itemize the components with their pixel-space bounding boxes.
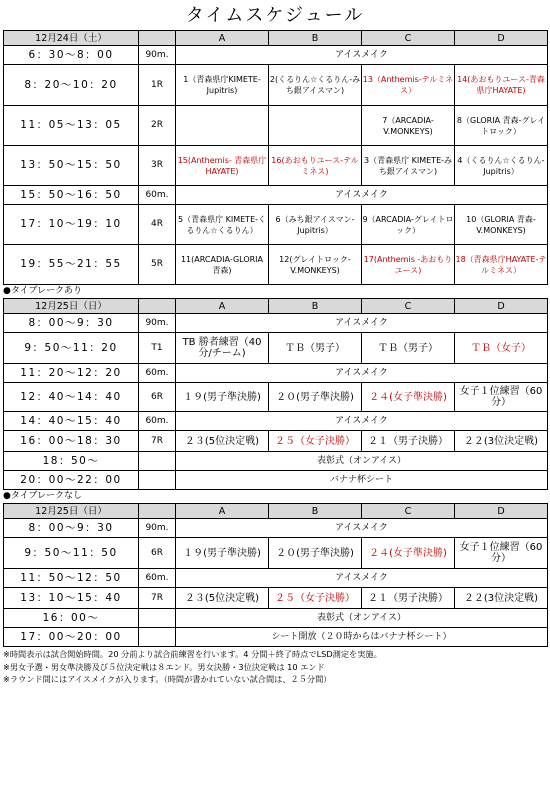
column-header-b: B — [269, 299, 362, 314]
event-cell: アイスメイク — [176, 314, 548, 333]
tiebreak-no-label: ●タイブレークなし — [3, 491, 83, 501]
round-cell: 6R — [139, 538, 176, 569]
match-cell-c: 13（Anthemis-テルミネス） — [362, 65, 455, 106]
schedule-row — [4, 519, 548, 538]
match-cell-b — [269, 106, 362, 146]
round-col-header — [139, 31, 176, 46]
time-cell: 15：50～16：50 — [4, 186, 139, 205]
match-cell-d: 女子１位練習（60 分） — [455, 383, 548, 412]
match-cell-c: 7（ARCADIA-V.MONKEYS) — [362, 106, 455, 146]
round-cell: 5R — [139, 245, 176, 285]
round-cell: 2R — [139, 106, 176, 146]
match-cell-b: ２０(男子準決勝) — [269, 538, 362, 569]
day-header: 12月25日（日） — [4, 504, 139, 519]
day-header: 12月24日（土） — [4, 31, 139, 46]
day-header: 12月25日（日） — [4, 299, 139, 314]
time-cell: 16：00～ — [4, 609, 139, 628]
duration-cell — [139, 628, 176, 647]
match-cell-a: 5（青森県庁 KIMETE-くるりん☆くるりん） — [176, 205, 269, 245]
time-cell: 18：50～ — [4, 452, 139, 471]
time-cell: 17：00～20：00 — [4, 628, 139, 647]
column-header-b: B — [269, 504, 362, 519]
match-cell-d: 4（くるりん☆くるりん-Jupitris） — [455, 146, 548, 186]
match-cell-c: ２４(女子準決勝) — [362, 383, 455, 412]
note-line: ※男女予選・男女準決勝及び５位決定戦は８エンド。男女決勝・3位決定戦は 10 エンド — [3, 661, 325, 672]
schedule-row — [4, 333, 548, 364]
time-cell: 6：30～8：00 — [4, 46, 139, 65]
time-cell: 19：55～21：55 — [4, 245, 139, 285]
event-cell: アイスメイク — [176, 412, 548, 431]
match-cell-a: １９(男子準決勝) — [176, 538, 269, 569]
match-cell-b: 6（みち銀アイスマン-Jupitris） — [269, 205, 362, 245]
event-cell: シート開放（２０時からはバナナ杯シート） — [176, 628, 548, 647]
round-cell: 1R — [139, 65, 176, 106]
match-cell-d: 女子１位練習（60 分） — [455, 538, 548, 569]
match-cell-c: ２４(女子準決勝) — [362, 538, 455, 569]
schedule-row — [4, 146, 548, 186]
round-cell: 7R — [139, 431, 176, 452]
match-cell-d: 18（青森県庁HAYATE-テルミネス） — [455, 245, 548, 285]
schedule-row — [4, 452, 548, 471]
match-cell-d: 10（GLORIA 青森-V.MONKEYS) — [455, 205, 548, 245]
schedule-row — [4, 569, 548, 588]
match-cell-b: ＴＢ（男子） — [269, 333, 362, 364]
duration-cell: 60m. — [139, 412, 176, 431]
time-cell: 9：50～11：50 — [4, 538, 139, 569]
match-cell-c: 9（ARCADIA-グレイトロック） — [362, 205, 455, 245]
time-cell: 13：50～15：50 — [4, 146, 139, 186]
schedule-row — [4, 65, 548, 106]
schedule-row — [4, 628, 548, 647]
column-header-a: A — [176, 299, 269, 314]
match-cell-a: 11(ARCADIA-GLORIA 青森) — [176, 245, 269, 285]
event-cell: アイスメイク — [176, 569, 548, 588]
round-cell: T1 — [139, 333, 176, 364]
column-header-c: C — [362, 31, 455, 46]
column-header-c: C — [362, 299, 455, 314]
duration-cell: 60m. — [139, 569, 176, 588]
header-row — [4, 504, 548, 519]
time-cell: 16：00～18：30 — [4, 431, 139, 452]
schedule-row — [4, 609, 548, 628]
event-cell: バナナ杯シート — [176, 471, 548, 490]
schedule-row — [4, 431, 548, 452]
column-header-c: C — [362, 504, 455, 519]
match-cell-c: ２１（男子決勝） — [362, 588, 455, 609]
match-cell-c: ２１（男子決勝） — [362, 431, 455, 452]
event-cell: アイスメイク — [176, 46, 548, 65]
match-cell-d: 14(あおもりユース-青森県庁HAYATE) — [455, 65, 548, 106]
schedule-table-day2-no-tiebreak — [3, 503, 548, 647]
match-cell-d: ２２(3位決定戦) — [455, 588, 548, 609]
schedule-row — [4, 46, 548, 65]
time-cell: 8：00～9：30 — [4, 519, 139, 538]
schedule-row — [4, 471, 548, 490]
match-cell-a: １９(男子準決勝) — [176, 383, 269, 412]
match-cell-d: ＴＢ（女子） — [455, 333, 548, 364]
match-cell-a — [176, 106, 269, 146]
schedule-row — [4, 245, 548, 285]
duration-cell: 90m. — [139, 314, 176, 333]
match-cell-d: 8（GLORIA 青森-グレイトロック） — [455, 106, 548, 146]
time-cell: 8：20～10：20 — [4, 65, 139, 106]
schedule-row — [4, 588, 548, 609]
match-cell-b: ２５（女子決勝） — [269, 431, 362, 452]
event-cell: 表彰式（オンアイス） — [176, 452, 548, 471]
duration-cell: 60m. — [139, 364, 176, 383]
match-cell-b: ２５（女子決勝） — [269, 588, 362, 609]
duration-cell — [139, 452, 176, 471]
header-row — [4, 299, 548, 314]
schedule-row — [4, 412, 548, 431]
column-header-d: D — [455, 504, 548, 519]
match-cell-d: ２２(3位決定戦) — [455, 431, 548, 452]
time-cell: 20：00～22：00 — [4, 471, 139, 490]
time-cell: 13：10～15：40 — [4, 588, 139, 609]
match-cell-b: ２０(男子準決勝) — [269, 383, 362, 412]
duration-cell: 90m. — [139, 519, 176, 538]
tiebreak-yes-label: ●タイブレークあり — [3, 286, 83, 296]
schedule-row — [4, 106, 548, 146]
schedule-row — [4, 383, 548, 412]
column-header-a: A — [176, 31, 269, 46]
column-header-d: D — [455, 299, 548, 314]
schedule-row — [4, 186, 548, 205]
schedule-row — [4, 205, 548, 245]
match-cell-b: 12(グレイトロック-V.MONKEYS) — [269, 245, 362, 285]
time-cell: 8：00～9：30 — [4, 314, 139, 333]
duration-cell: 90m. — [139, 46, 176, 65]
notes — [3, 648, 550, 686]
schedule-row — [4, 364, 548, 383]
match-cell-a: ２３(5位決定戦) — [176, 431, 269, 452]
time-cell: 17：10～19：10 — [4, 205, 139, 245]
time-cell: 11：50～12：50 — [4, 569, 139, 588]
match-cell-a: 1（青森県庁KIMETE-Jupitris) — [176, 65, 269, 106]
round-col-header — [139, 299, 176, 314]
event-cell: アイスメイク — [176, 519, 548, 538]
schedule-day1-section — [0, 30, 550, 285]
match-cell-c: 17(Anthemis -あおもりユース) — [362, 245, 455, 285]
round-cell: 4R — [139, 205, 176, 245]
time-cell: 11：20～12：20 — [4, 364, 139, 383]
duration-cell — [139, 609, 176, 628]
event-cell: 表彰式（オンアイス） — [176, 609, 548, 628]
time-cell: 12：40～14：40 — [4, 383, 139, 412]
match-cell-b: 2(くるりん☆くるりん-みち銀アイスマン) — [269, 65, 362, 106]
duration-cell: 60m. — [139, 186, 176, 205]
match-cell-a: ２３(5位決定戦) — [176, 588, 269, 609]
column-header-a: A — [176, 504, 269, 519]
match-cell-c: ＴＢ（男子） — [362, 333, 455, 364]
note-line: ※時間表示は試合開始時間。20 分前より試合前練習を行います。4 分間＋終了時点でLSD測定を実施。 — [3, 649, 382, 659]
match-cell-a: 15(Anthemis- 青森県庁HAYATE) — [176, 146, 269, 186]
time-cell: 9：50～11：20 — [4, 333, 139, 364]
column-header-b: B — [269, 31, 362, 46]
column-header-d: D — [455, 31, 548, 46]
schedule-table-day2-tiebreak — [3, 298, 548, 490]
time-cell: 11：05～13：05 — [4, 106, 139, 146]
event-cell: アイスメイク — [176, 186, 548, 205]
round-cell: 7R — [139, 588, 176, 609]
round-cell: 3R — [139, 146, 176, 186]
schedule-table-day1 — [3, 30, 548, 285]
event-cell: アイスメイク — [176, 364, 548, 383]
time-cell: 14：40～15：40 — [4, 412, 139, 431]
match-cell-a: TB 勝者練習（40 分/チーム) — [176, 333, 269, 364]
match-cell-c: 3（青森県庁 KIMETE-みち銀アイスマン) — [362, 146, 455, 186]
round-col-header — [139, 504, 176, 519]
duration-cell — [139, 471, 176, 490]
schedule-row — [4, 314, 548, 333]
round-cell: 6R — [139, 383, 176, 412]
note-line: ※ラウンド間にはアイスメイクが入ります。（時間が書かれていない試合間は、２５分間） — [3, 674, 332, 684]
page-title: タイムスケジュール — [185, 5, 365, 26]
header-row — [4, 31, 548, 46]
schedule-row — [4, 538, 548, 569]
match-cell-b: 16(あおもりユース-テルミネス) — [269, 146, 362, 186]
